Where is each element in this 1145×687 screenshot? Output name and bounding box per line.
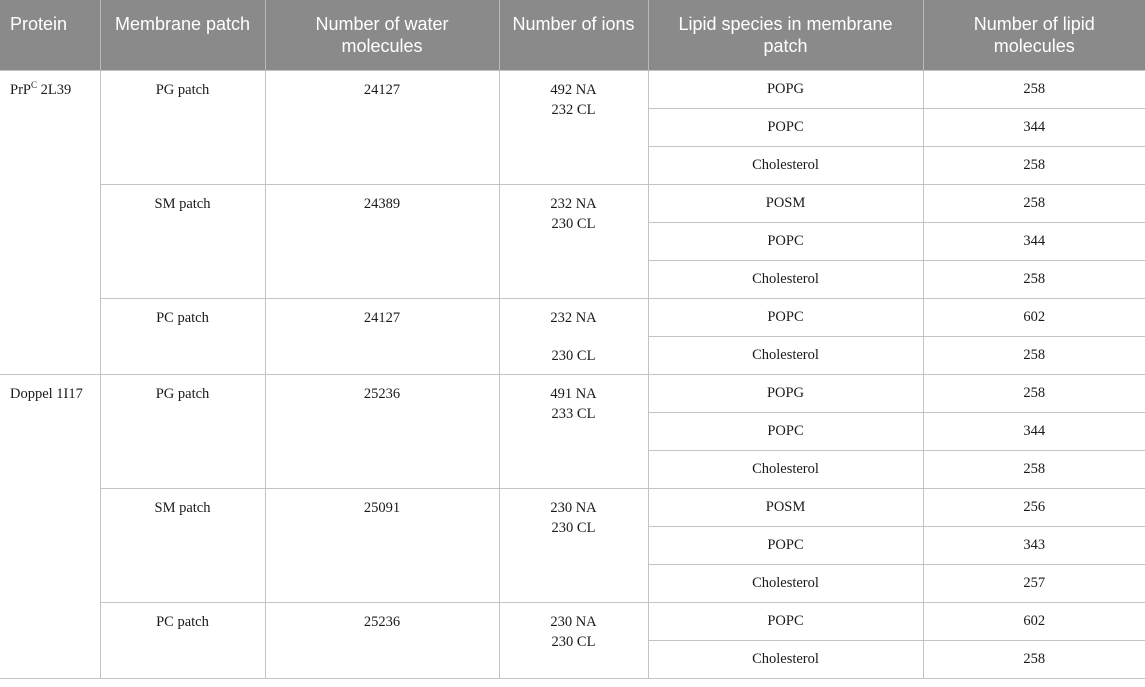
table-row [0,70,1145,108]
header-lipid-molecules: Number of lipid molecules [923,0,1145,70]
ions-cell [499,70,648,184]
lipid-species-cell: POPC [648,412,923,450]
header-lipid-species: Lipid species in membrane patch [648,0,923,70]
ions-cell [499,488,648,602]
water-molecules-cell: 24127 [265,298,499,374]
ion-cl: 232 CL [551,101,596,118]
water-molecules-cell: 24389 [265,184,499,298]
table-header [0,0,1145,70]
lipid-species-cell: Cholesterol [648,450,923,488]
lipid-species-cell: Cholesterol [648,564,923,602]
lipid-count-cell: 602 [923,298,1145,336]
lipid-species-cell: POSM [648,184,923,222]
lipid-count-cell: 258 [923,146,1145,184]
table-row [0,184,1145,222]
water-molecules-cell: 25091 [265,488,499,602]
membrane-patch-cell: PC patch [100,602,265,678]
lipid-count-cell: 343 [923,526,1145,564]
ion-cl: 233 CL [551,405,596,422]
lipid-species-cell: Cholesterol [648,640,923,678]
ions-cell [499,298,648,374]
ion-na: 232 NA [550,195,597,212]
protein-name: PrP [10,81,31,98]
lipid-count-cell: 602 [923,602,1145,640]
lipid-species-cell: Cholesterol [648,146,923,184]
lipid-count-cell: 257 [923,564,1145,602]
lipid-species-cell: POPG [648,70,923,108]
water-molecules-cell: 25236 [265,602,499,678]
ion-cl: 230 CL [551,347,596,364]
lipid-count-cell: 256 [923,488,1145,526]
ion-cl: 230 CL [551,215,596,232]
lipid-species-cell: POPG [648,374,923,412]
ion-na: 230 NA [550,499,597,516]
lipid-species-cell: Cholesterol [648,260,923,298]
water-molecules-cell: 24127 [265,70,499,184]
lipid-count-cell: 258 [923,184,1145,222]
protein-cell [0,70,100,374]
ion-cl: 230 CL [551,519,596,536]
lipid-species-cell: POPC [648,602,923,640]
header-water-molecules: Number of water molecules [265,0,499,70]
lipid-count-cell: 258 [923,260,1145,298]
water-molecules-cell: 25236 [265,374,499,488]
ion-cl: 230 CL [551,633,596,650]
header-row [0,0,1145,70]
lipid-species-cell: POSM [648,488,923,526]
lipid-species-cell: POPC [648,222,923,260]
lipid-species-cell: POPC [648,526,923,564]
table-row [0,602,1145,640]
lipid-species-cell: POPC [648,298,923,336]
header-membrane-patch: Membrane patch [100,0,265,70]
lipid-species-cell: Cholesterol [648,336,923,374]
lipid-species-cell: POPC [648,108,923,146]
header-protein: Protein [0,0,100,70]
ion-na: 230 NA [550,613,597,630]
protein-name: Doppel 1I17 [10,385,83,402]
lipid-count-cell: 344 [923,412,1145,450]
lipid-count-cell: 258 [923,450,1145,488]
header-ions: Number of ions [499,0,648,70]
table-body [0,70,1145,678]
lipid-count-cell: 344 [923,108,1145,146]
ion-na: 491 NA [550,385,597,402]
lipid-count-cell: 258 [923,640,1145,678]
protein-cell [0,374,100,678]
membrane-patch-cell: SM patch [100,184,265,298]
membrane-patch-cell: PG patch [100,70,265,184]
membrane-patch-cell: SM patch [100,488,265,602]
membrane-patch-cell: PG patch [100,374,265,488]
table-row [0,298,1145,336]
ion-na: 492 NA [550,81,597,98]
lipid-count-cell: 258 [923,374,1145,412]
lipid-count-cell: 344 [923,222,1145,260]
membrane-patch-cell: PC patch [100,298,265,374]
lipid-count-cell: 258 [923,336,1145,374]
protein-name-suffix: 2L39 [36,81,72,98]
ions-cell [499,184,648,298]
protein-name-superscript: C [30,79,37,90]
table-row [0,488,1145,526]
table-row [0,374,1145,412]
ions-cell [499,374,648,488]
lipid-count-cell: 258 [923,70,1145,108]
ions-cell [499,602,648,678]
ion-na: 232 NA [550,309,597,326]
